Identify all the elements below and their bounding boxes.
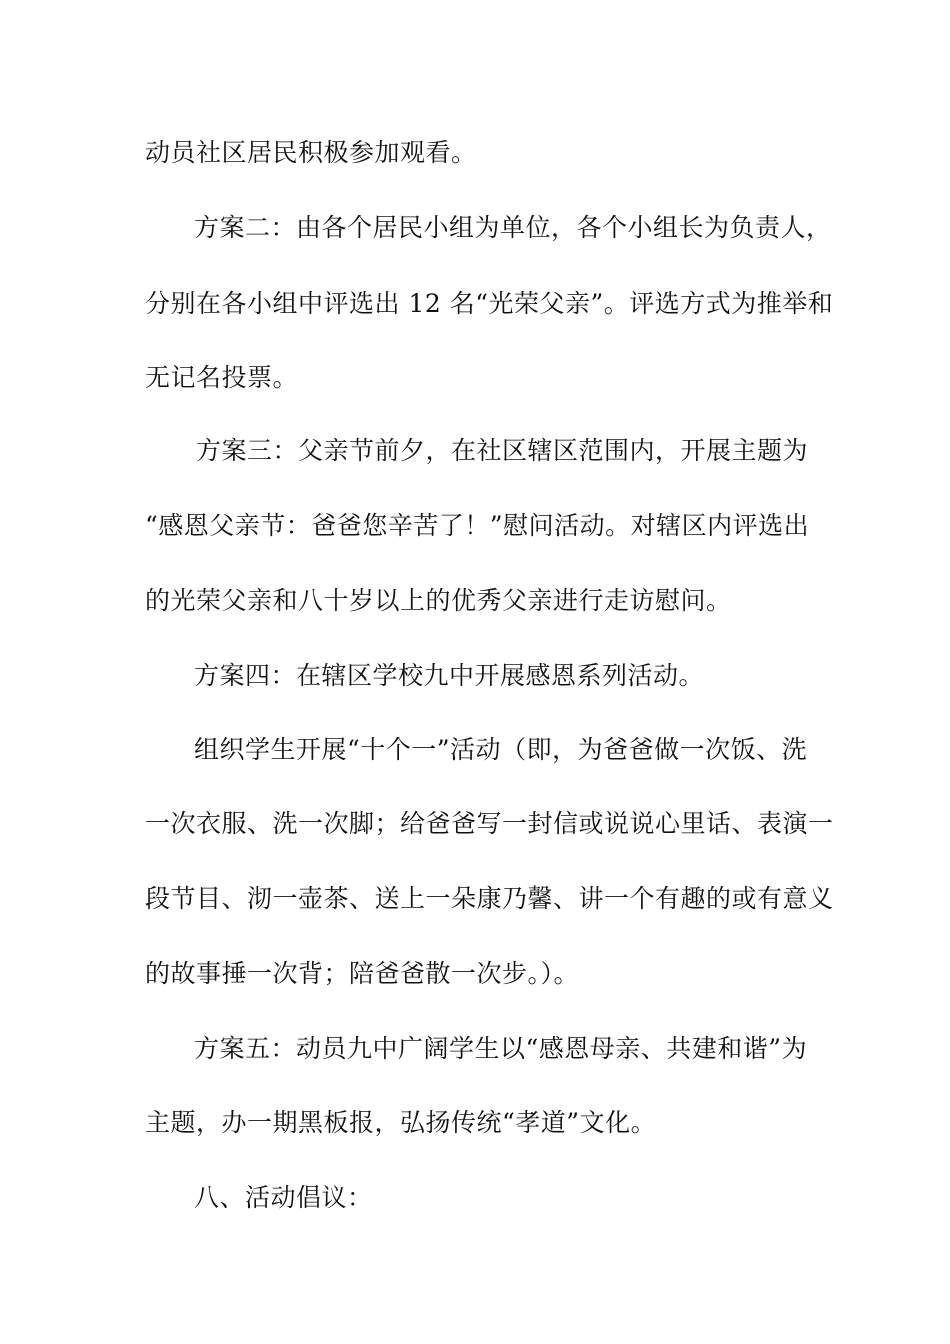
paragraph-plan-2: 方案二：由各个居民小组为单位，各个小组长为负责人，	[194, 213, 832, 242]
text-line: 分别在各小组中评选出 12 名“光荣父亲”。评选方式为推举和	[145, 289, 834, 318]
section-heading: 八、活动倡议：	[194, 1183, 373, 1212]
paragraph-plan-4: 方案四：在辖区学校九中开展感恩系列活动。	[194, 661, 705, 690]
text-line: 一次衣服、洗一次脚；给爸爸写一封信或说说心里话、表演一	[145, 809, 834, 838]
text-line: 主题，办一期黑板报，弘扬传统“孝道”文化。	[145, 1108, 657, 1137]
paragraph-plan-3: 方案三：父亲节前夕，在社区辖区范围内，开展主题为	[196, 436, 809, 465]
paragraph-ten-ones: 组织学生开展“十个一”活动（即，为爸爸做一次饭、洗	[194, 735, 808, 764]
text-line: 的故事捶一次背；陪爸爸散一次步。）。	[145, 959, 580, 988]
text-line: “感恩父亲节：爸爸您辛苦了！”慰问活动。对辖区内评选出	[145, 511, 810, 540]
paragraph-plan-5: 方案五：动员九中广阔学生以“感恩母亲、共建和谐”为	[194, 1034, 808, 1063]
text-line: 动员社区居民积极参加观看。	[145, 138, 477, 167]
text-line: 段节目、沏一壶茶、送上一朵康乃馨、讲一个有趣的或有意义	[145, 884, 834, 913]
text-line: 的光荣父亲和八十岁以上的优秀父亲进行走访慰问。	[145, 586, 732, 615]
text-line: 无记名投票。	[145, 363, 299, 392]
